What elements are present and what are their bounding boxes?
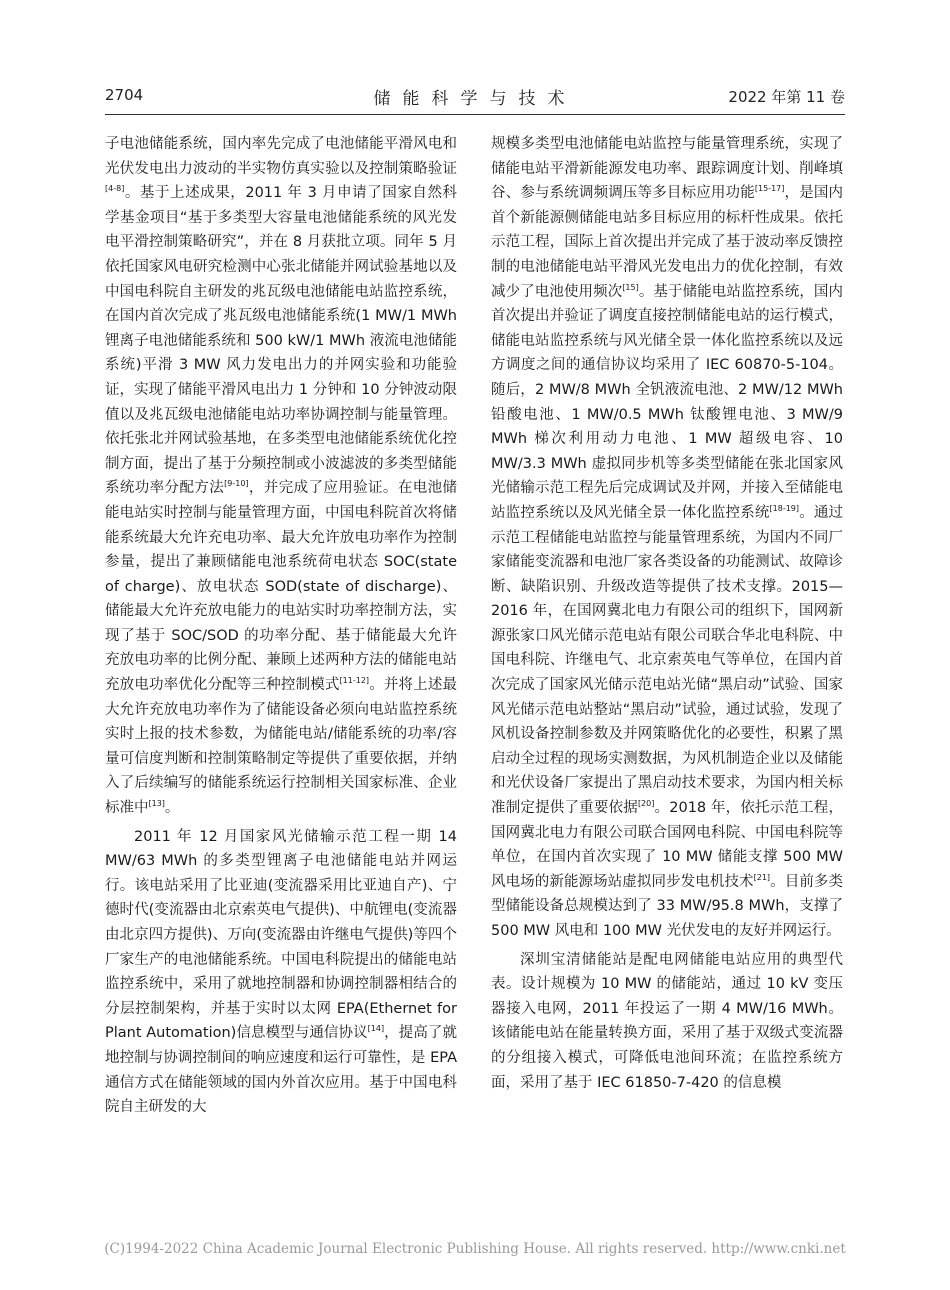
citation-ref: [15]	[622, 282, 639, 292]
text-run: 子电池储能系统，国内率先完成了电池储能平滑风电和光伏发电出力波动的半实物仿真实验以及控制策略验证	[105, 136, 457, 177]
citation-ref: [4-8]	[105, 184, 125, 194]
text-run: 。通过示范工程储能电站监控与能量管理系统，为国内不同厂家储能变流器和电池厂家各类设备的功能测试、故障诊断、缺陷识别、升级改造等提供了技术支撑。2015—2016 年，在国网冀北电力有限公司的组织下，国网新源张家口风光储示范电站有限公司联合华北电科院、中国电科院、许继电气、北京索英电气等单位，在国内首次完成了国家风光储示范电站光储“黑启动”试验、国家风光储示范电站整站“黑启动”试验，通过试验，发现了风机设备控制参数及并网策略优化的必要性，积累了黑启动全过程的现场实测数据，为风机制造企业以及储能和光伏设备厂家提出了黑启动技术要求，为国内相关标准制定提供了重要依据	[491, 504, 843, 817]
text-run: 深圳宝清储能站是配电网储能电站应用的典型代表。设计规模为 10 MW 的储能站，通过 10 kV 变压器接入电网，2011 年投运了一期 4 MW/16 MWh。该储能电站在能量转换方面，采用了基于双级式变流器的分组接入模式，可降低电池间环流；在监控系统方面，采用了基于 IEC 61850-7-420 的信息模	[491, 951, 843, 1091]
citation-ref: [11-12]	[339, 676, 370, 686]
citation-ref: [14]	[367, 1024, 385, 1034]
citation-ref: [20]	[637, 799, 655, 809]
text-run: 。2018 年，依托示范工程，国网冀北电力有限公司联合国网电科院、中国电科院等单位，在国内首次实现了 10 MW 储能支撑 500 MW 风电场的新能源场站虚拟同步发电机技术	[491, 800, 843, 890]
page-number: 2704	[105, 86, 144, 104]
text-run: 2011 年 12 月国家风光储输示范工程一期 14 MW/63 MWh 的多类型锂离子电池储能电站并网运行。该电站采用了比亚迪(变流器采用比亚迪自产)、宁德时代(变流器由北京索英电气提供)、中航锂电(变流器由北京四方提供)、万向(变流器由许继电气提供)等四个厂家生产的电池储能系统。中国电科院提出的储能电站监控系统中，采用了就地控制器和协调控制器相结合的分层控制架构，并基于实时以太网 EPA(Ethernet for Plant Automation)信息模型与通信协议	[105, 828, 457, 1042]
issue-label: 2022 年第 11 卷	[728, 88, 845, 106]
text-run: ，是国内首个新能源侧储能电站多目标应用的标杆性成果。依托示范工程，国际上首次提出并完成了基于波动率反馈控制的电池储能电站平滑风光发电出力的优化控制，有效减少了电池使用频次	[491, 185, 843, 300]
citation-ref: [13]	[148, 799, 165, 809]
paragraph	[105, 825, 457, 1120]
text-run: 。并将上述最大允许充放电功率作为了储能设备必须向电站监控系统实时上报的技术参数，为储能电站/储能系统的功率/容量可信度判断和控制策略制定等提供了重要依据，并纳入了后续编写的储能系统运行控制相关国家标准、企业标准中	[105, 677, 457, 817]
right-column	[491, 132, 843, 1230]
citation-ref: [15-17]	[754, 184, 785, 194]
text-run: ，并完成了应用验证。在电池储能电站实时控制与能量管理方面，中国电科院首次将储能系统最大允许充电功率、最大允许放电功率作为控制参量，提出了兼顾储能电池系统荷电状态 SOC(state of charge)、放电状态 SOD(state of discharge)、储能最大允许充放电能力的电站实时功率控制方法，实现了基于 SOC/SOD 的功率分配、基于储能最大允许充放电功率的比例分配、兼顾上述两种方法的储能电站充放电功率优化分配等三种控制模式	[105, 480, 457, 694]
citation-ref: [9-10]	[224, 479, 249, 489]
text-run: ，提高了就地控制与协调控制间的响应速度和运行可靠性，是 EPA 通信方式在储能领域的国内外首次应用。基于中国电科院自主研发的大	[105, 1025, 457, 1116]
citation-ref: [21]	[753, 872, 771, 882]
paragraph	[491, 132, 843, 944]
citation-ref: [18-19]	[769, 504, 800, 514]
paragraph	[105, 132, 457, 821]
text-run: 。	[164, 800, 180, 817]
header-divider	[105, 114, 845, 115]
page-header	[105, 86, 845, 116]
text-run: 。基于储能电站监控系统，国内首次提出并验证了调度直接控制储能电站的运行模式，储能电站监控系统与风光储全景一体化监控系统以及远方调度之间的通信协议均采用了 IEC 60870-5-104。随后，2 MW/8 MWh 全钒液流电池、2 MW/12 MWh 铅酸电池、1 MW/0.5 MWh 钛酸锂电池、3 MW/9 MWh 梯次利用动力电池、1 MW 超级电容、10 MW/3.3 MWh 虚拟同步机等多类型储能在张北国家风光储输示范工程先后完成调试及并网，并接入至储能电站监控系统以及风光储全景一体化监控系统	[491, 283, 843, 521]
journal-title: 储能科学与技术	[373, 89, 577, 109]
paragraph	[491, 948, 843, 1096]
text-run: 。基于上述成果，2011 年 3 月申请了国家自然科学基金项目“基于多类型大容量电池储能系统的风光发电平滑控制策略研究”，并在 8 月获批立项。同年 5 月依托国家风电研究检测中心张北储能并网试验基地以及中国电科院自主研发的兆瓦级电池储能电站监控系统，在国内首次完成了兆瓦级电池储能系统(1 MW/1 MWh 锂离子电池储能系统和 500 kW/1 MWh 液流电池储能系统)平滑 3 MW 风力发电出力的并网实验和功能验证，实现了储能平滑风电出力 1 分钟和 10 分钟波动限值以及兆瓦级电池储能电站功率协调控制与能量管理。依托张北并网试验基地，在多类型电池储能系统优化控制方面，提出了基于分频控制或小波滤波的多类型储能系统功率分配方法	[105, 185, 457, 497]
text-run: 。目前多类型储能设备总规模达到了 33 MW/95.8 MWh，支撑了 500 MW 风电和 100 MW 光伏发电的友好并网运行。	[491, 873, 843, 939]
text-run: 规模多类型电池储能电站监控与能量管理系统，实现了储能电站平滑新能源发电功率、跟踪调度计划、削峰填谷、参与系统调频调压等多目标应用功能	[491, 136, 843, 202]
copyright-footer: (C)1994-2022 China Academic Journal Electronic Publishing House. All rights reserved. http://www.cnki.net	[104, 1241, 846, 1257]
left-column	[105, 132, 457, 1230]
